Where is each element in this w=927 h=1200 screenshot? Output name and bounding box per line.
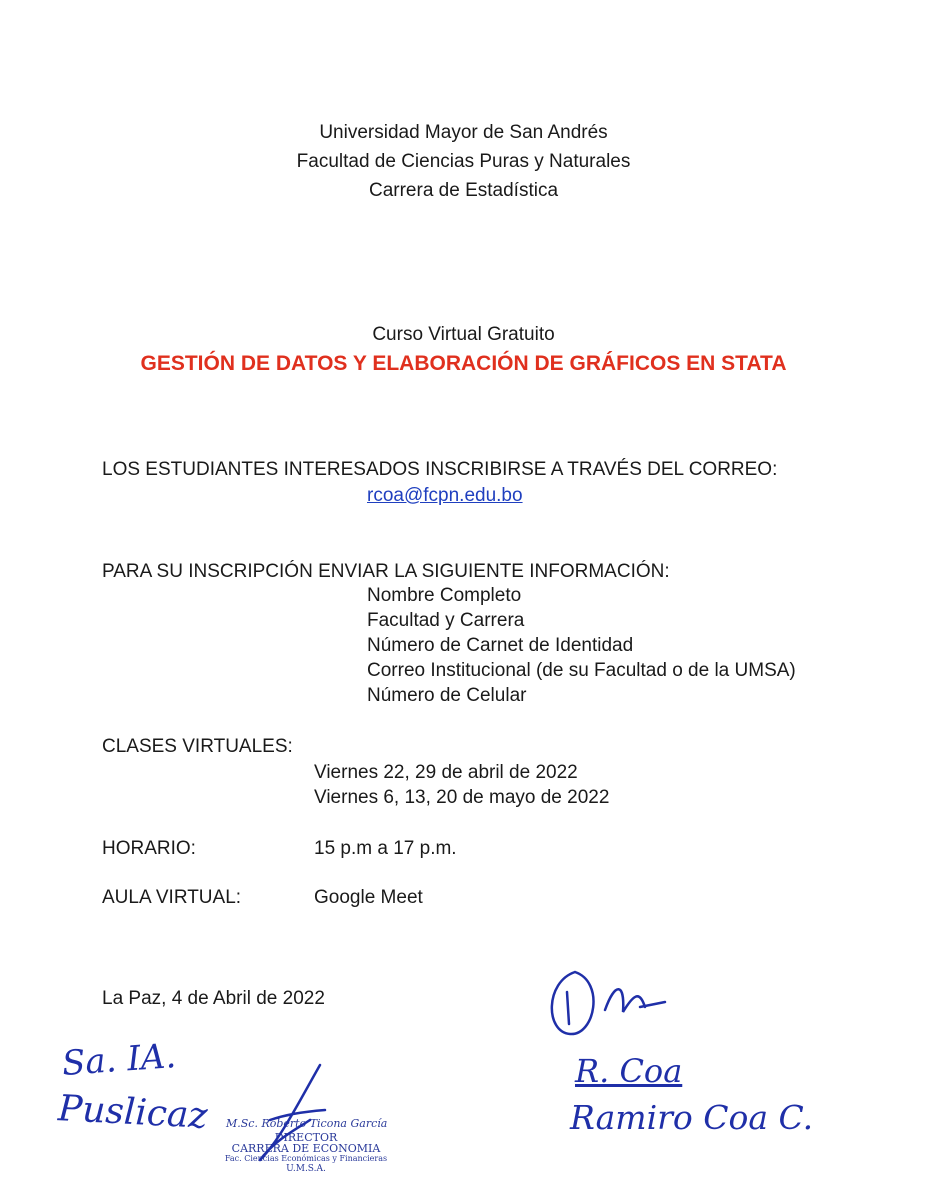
classroom-value: Google Meet (314, 887, 423, 908)
stamp-role: DIRECTOR (274, 1131, 338, 1144)
list-item: Correo Institucional (de su Facultad o de la UMSA) (367, 660, 796, 681)
registration-intro: LOS ESTUDIANTES INTERESADOS INSCRIBIRSE A TRAVÉS DEL CORREO: (102, 459, 778, 480)
left-signature-line1: Sa. IA. (60, 1036, 178, 1084)
faculty-name: Facultad de Ciencias Puras y Naturales (296, 151, 631, 172)
place-date: La Paz, 4 de Abril de 2022 (102, 988, 325, 1009)
classes-label: CLASES VIRTUALES: (102, 736, 293, 757)
classes-date: Viernes 6, 13, 20 de mayo de 2022 (314, 787, 610, 808)
schedule-label: HORARIO: (102, 838, 196, 859)
registration-email-link[interactable]: rcoa@fcpn.edu.bo (367, 485, 523, 506)
stamp-faculty: Fac. Ciencias Económicas y Financieras (224, 1154, 388, 1163)
info-intro: PARA SU INSCRIPCIÓN ENVIAR LA SIGUIENTE INFORMACIÓN: (102, 561, 670, 582)
university-name: Universidad Mayor de San Andrés (319, 122, 608, 143)
course-subtitle: Curso Virtual Gratuito (372, 324, 555, 345)
career-name: Carrera de Estadística (368, 180, 559, 201)
stamp-career: CARRERA DE ECONOMIA (231, 1142, 381, 1155)
right-signature-initial: R. Coa (575, 1052, 683, 1090)
stamp-name: M.Sc. Roberto Ticona García (226, 1117, 388, 1130)
list-item: Facultad y Carrera (367, 610, 525, 631)
coordinator-signature-scribble (545, 962, 675, 1042)
list-item: Número de Celular (367, 685, 527, 706)
director-signature-scribble (240, 1060, 340, 1170)
stamp-university: U.M.S.A. (286, 1164, 326, 1174)
list-item: Nombre Completo (367, 585, 522, 606)
left-signature-line2: Puslicaz (57, 1088, 209, 1137)
classroom-label: AULA VIRTUAL: (102, 887, 242, 908)
classes-date: Viernes 22, 29 de abril de 2022 (314, 762, 578, 783)
schedule-value: 15 p.m a 17 p.m. (314, 838, 457, 859)
course-title: GESTIÓN DE DATOS Y ELABORACIÓN DE GRÁFICOS EN STATA (140, 352, 787, 375)
list-item: Número de Carnet de Identidad (367, 635, 634, 656)
right-signature-fullname: Ramiro Coa C. (570, 1098, 814, 1137)
